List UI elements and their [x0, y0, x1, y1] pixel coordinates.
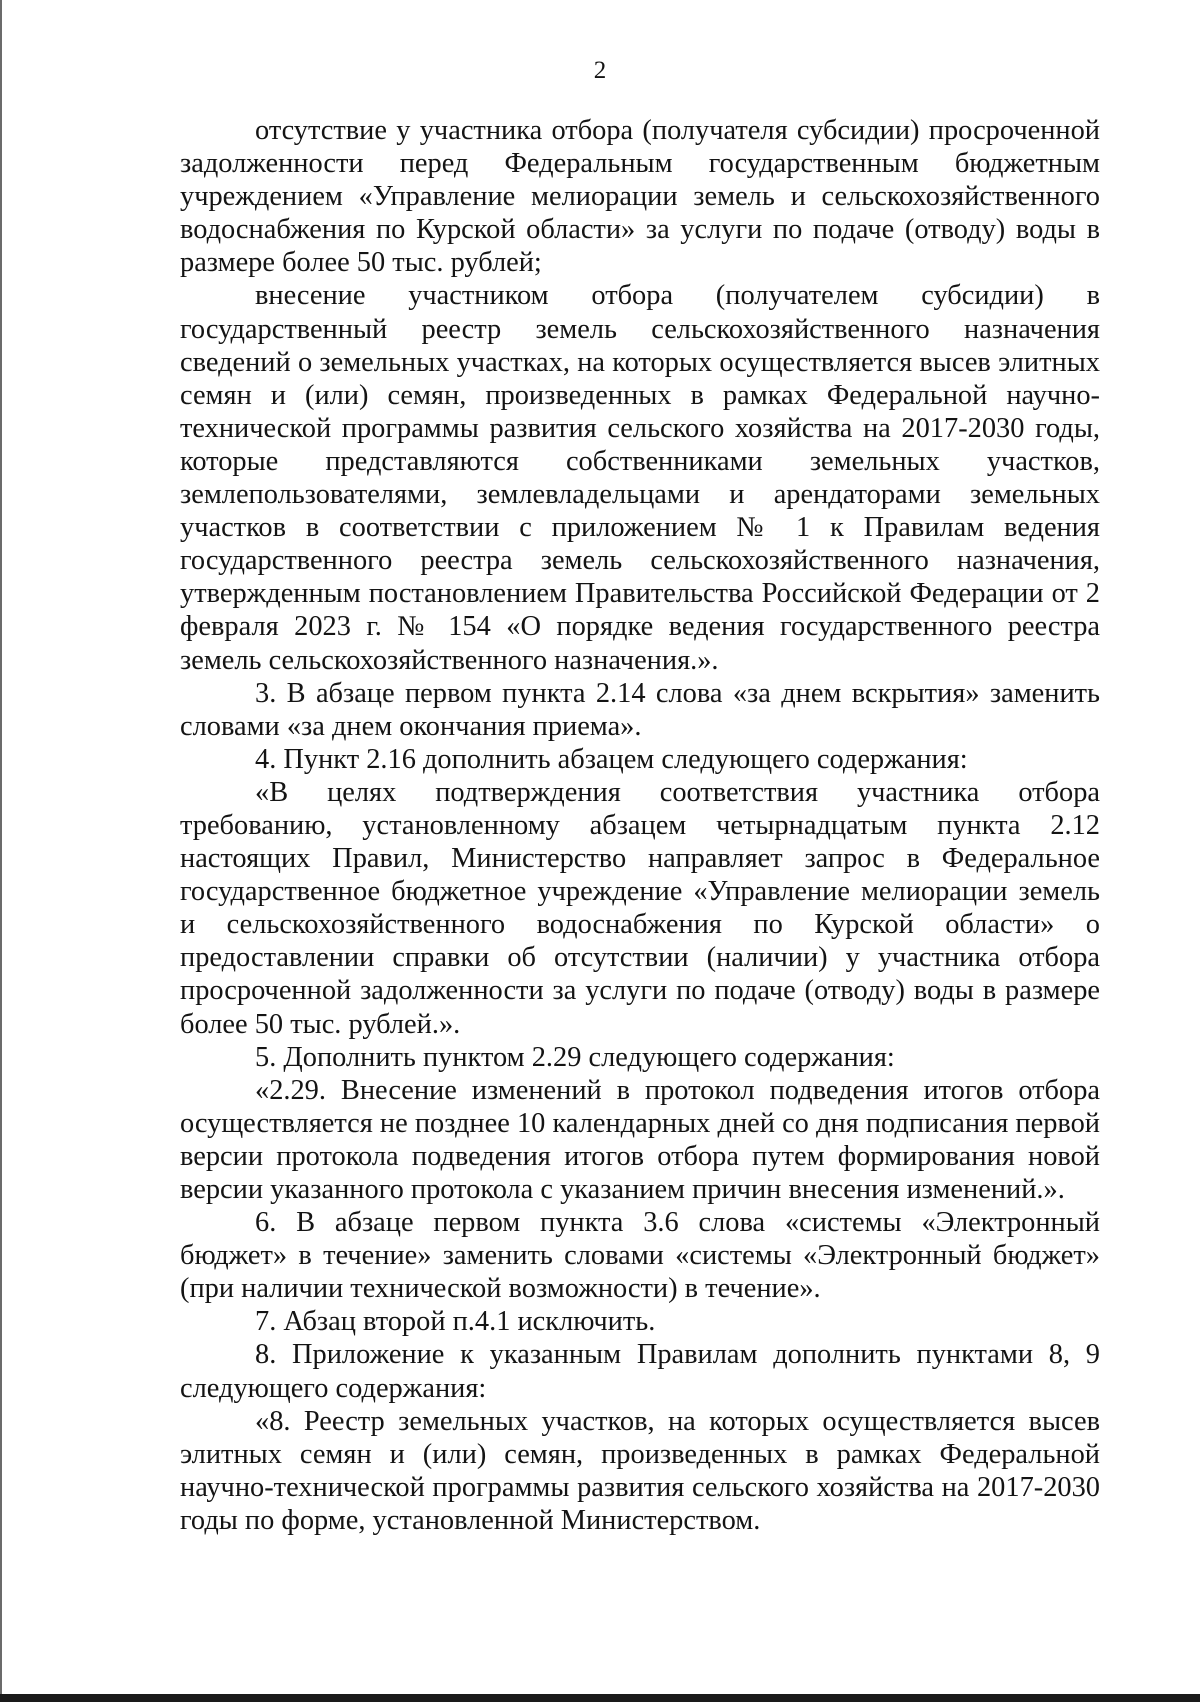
- paragraph-item-8-text: «8. Реестр земельных участков, на которых осуществляется высев элитных семян и (или) семян, произведенных в рамках Федеральной научно-технической программы развития сельского хозяйства на 2017-2030 годы по форме, установленной Министерством.: [180, 1405, 1100, 1536]
- paragraph-item-5: 5. Дополнить пунктом 2.29 следующего содержания:: [255, 1041, 895, 1073]
- scan-bottom-edge: [0, 1694, 1200, 1702]
- page-number: 2: [593, 57, 607, 84]
- document-body: [180, 114, 1100, 1537]
- paragraph-item-6: 6. В абзаце первом пункта 3.6 слова «системы «Электронный бюджет» в течение» заменить словами «системы «Электронный бюджет» (при наличии технической возможности) в течение».: [180, 1207, 1100, 1305]
- paragraph-item-3: 3. В абзаце первом пункта 2.14 слова «за днем вскрытия» заменить словами «за днем окончания приема».: [180, 677, 1100, 742]
- paragraph-land-registry: внесение участником отбора (получателем субсидии) в государственный реестр земель сельскохозяйственного назначения сведений о земельных участках, на которых осуществляется высев элитных семян и (или) семян, произведенных в рамках Федеральной научно-технической программы развития сельского хозяйства на 2017-2030 годы, которые представляются собственниками земельных участков, землепользователями, землевладельцами и арендаторами земельных участков в соответствии с приложением № 1 к Правилам ведения государственного реестра земель сельскохозяйственного назначения, утвержденным постановлением Правительства Российской Федерации от 2 февраля 2023 г. № 154 «О порядке ведения государственного реестра земель сельскохозяйственного назначения.».: [180, 280, 1100, 676]
- paragraph-item-4-text: «В целях подтверждения соответствия участника отбора требованию, установленному абзацем четырнадцатым пункта 2.12 настоящих Правил, Министерство направляет запрос в Федеральное государственное бюджетное учреждение «Управление мелиорации земель и сельскохозяйственного водоснабжения по Курской области» о предоставлении справки об отсутствии (наличии) у участника отбора просроченной задолженности за услуги по подаче (отводу) воды в размере более 50 тыс. рублей.».: [180, 776, 1100, 1040]
- paragraph-item-8: 8. Приложение к указанным Правилам дополнить пунктами 8, 9 следующего содержания:: [180, 1339, 1100, 1404]
- paragraph-item-7: 7. Абзац второй п.4.1 исключить.: [255, 1306, 656, 1338]
- scan-left-edge: [0, 0, 2, 1702]
- paragraph-item-4: 4. Пункт 2.16 дополнить абзацем следующего содержания:: [255, 743, 968, 775]
- paragraph-no-debt: отсутствие у участника отбора (получателя субсидии) просроченной задолженности перед Федеральным государственным бюджетным учреждением «Управление мелиорации земель и сельскохозяйственного водоснабжения по Курской области» за услуги по подаче (отводу) воды в размере более 50 тыс. рублей;: [180, 115, 1100, 279]
- paragraph-item-5-text: «2.29. Внесение изменений в протокол подведения итогов отбора осуществляется не позднее 10 календарных дней со дня подписания первой версии протокола подведения итогов отбора путем формирования новой версии указанного протокола с указанием причин внесения изменений.».: [180, 1074, 1100, 1205]
